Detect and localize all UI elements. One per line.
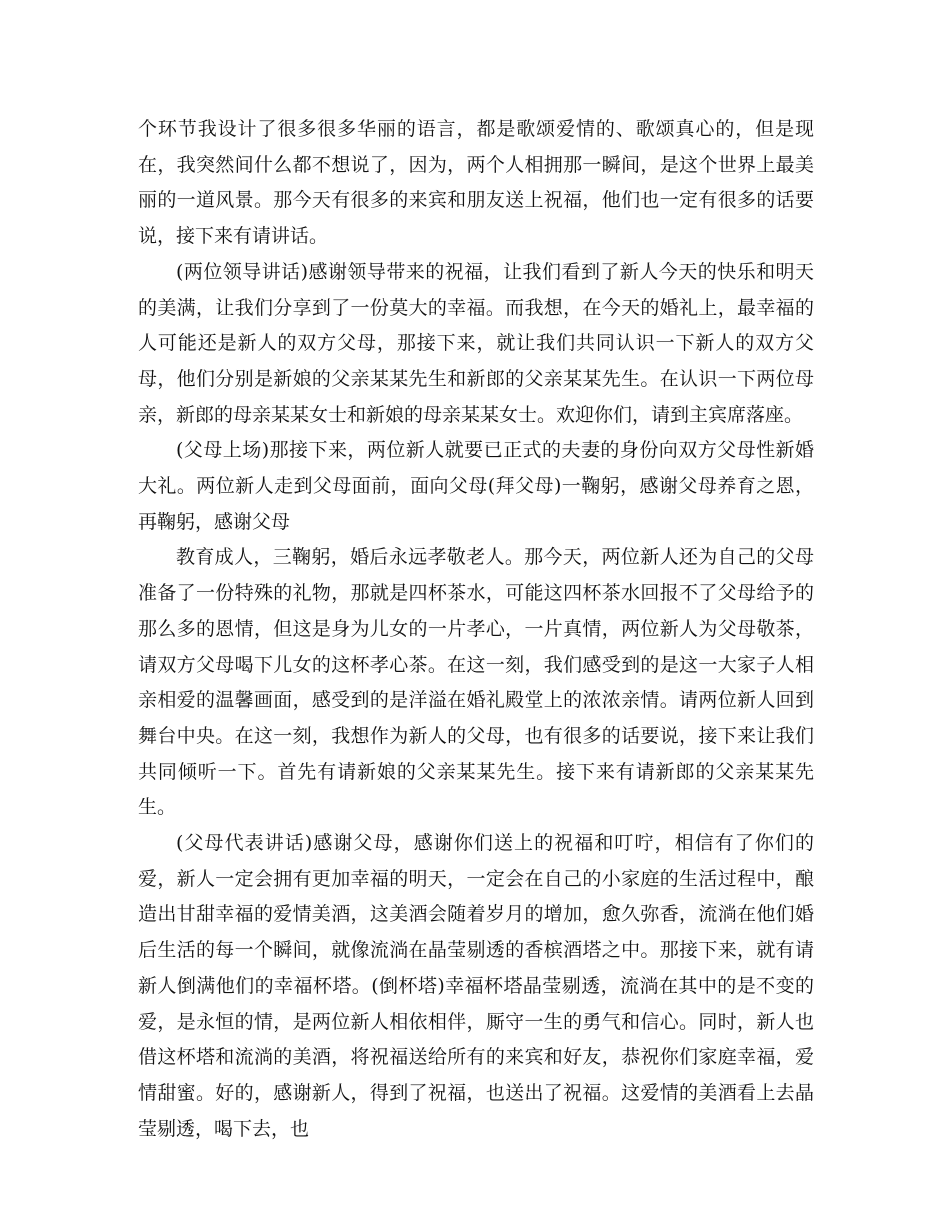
document-body <box>138 112 814 1147</box>
paragraph-1: 个环节我设计了很多很多华丽的语言，都是歌颂爱情的、歌颂真心的，但是现在，我突然间什么都不想说了，因为，两个人相拥那一瞬间，是这个世界上最美丽的一道风景。那今天有很多的来宾和朋友送上祝福，他们也一定有很多的话要说，接下来有请讲话。 <box>138 118 814 248</box>
paragraph-4: 教育成人，三鞠躬，婚后永远孝敬老人。那今天，两位新人还为自己的父母准备了一份特殊的礼物，那就是四杯茶水，可能这四杯茶水回报不了父母给予的那么多的恩情，但这是身为儿女的一片孝心，一片真情，两位新人为父母敬茶，请双方父母喝下儿女的这杯孝心茶。在这一刻，我们感受到的是这一大家子人相亲相爱的温馨画面，感受到的是洋溢在婚礼殿堂上的浓浓亲情。请两位新人回到舞台中央。在这一刻，我想作为新人的父母，也有很多的话要说，接下来让我们共同倾听一下。首先有请新娘的父亲某某先生。接下来有请新郎的父亲某某先生。 <box>138 546 814 819</box>
paragraph-5: (父母代表讲话)感谢父母，感谢你们送上的祝福和叮咛，相信有了你们的爱，新人一定会拥有更加幸福的明天，一定会在自己的小家庭的生活过程中，酿造出甘甜幸福的爱情美酒，这美酒会随着岁月的增加，愈久弥香，流淌在他们婚后生活的每一个瞬间，就像流淌在晶莹剔透的香槟酒塔之中。那接下来，就有请新人倒满他们的幸福杯塔。(倒杯塔)幸福杯塔晶莹剔透，流淌在其中的是不变的爱，是永恒的情，是两位新人相依相伴，厮守一生的勇气和信心。同时，新人也借这杯塔和流淌的美酒，将祝福送给所有的来宾和好友，恭祝你们家庭幸福，爱情甜蜜。好的，感谢新人，得到了祝福，也送出了祝福。这爱情的美酒看上去晶莹剔透，喝下去，也 <box>138 832 814 1140</box>
paragraph-3: (父母上场)那接下来，两位新人就要已正式的夫妻的身份向双方父母性新婚大礼。两位新人走到父母面前，面向父母(拜父母)一鞠躬，感谢父母养育之恩，再鞠躬，感谢父母 <box>138 439 814 533</box>
paragraph-2: (两位领导讲话)感谢领导带来的祝福，让我们看到了新人今天的快乐和明天的美满，让我们分享到了一份莫大的幸福。而我想，在今天的婚礼上，最幸福的人可能还是新人的双方父母，那接下来，就让我们共同认识一下新人的双方父母，他们分别是新娘的父亲某某先生和新郎的父亲某某先生。在认识一下两位母亲，新郎的母亲某某女士和新娘的母亲某某女士。欢迎你们，请到主宾席落座。 <box>138 260 814 426</box>
